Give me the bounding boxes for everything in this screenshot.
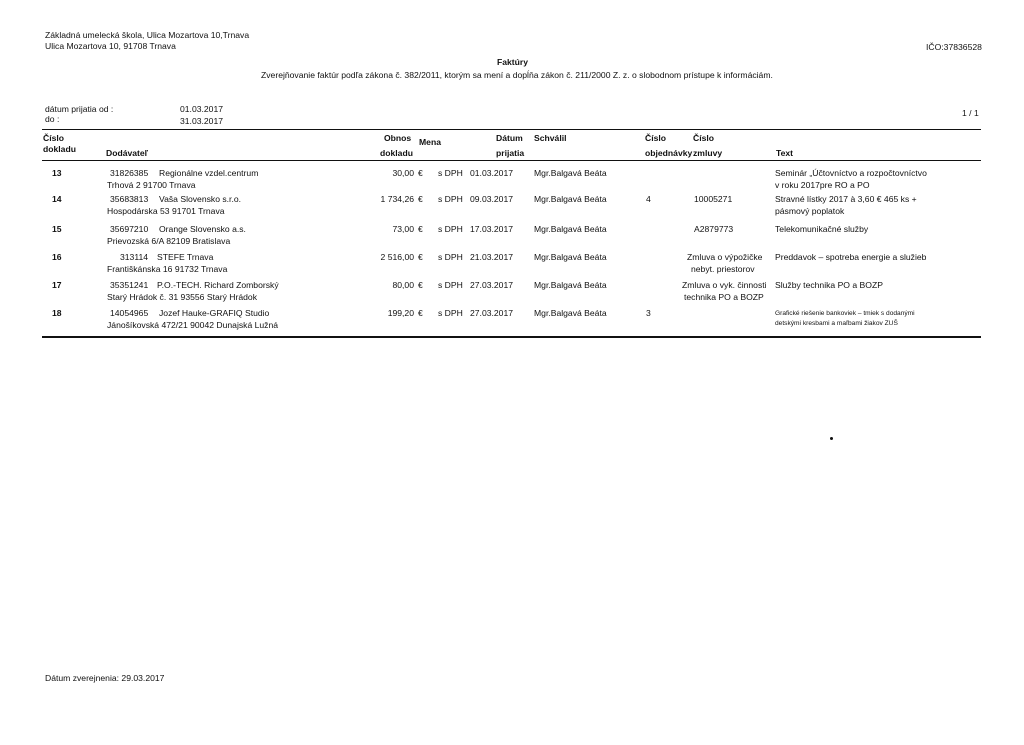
column-header-cislo-sub: dokladu [43, 144, 76, 154]
received-date: 21.03.2017 [470, 252, 514, 262]
invoice-text-line2: detskými kresbami a maľbami žiakov ZUŠ [775, 320, 898, 327]
received-date: 01.03.2017 [470, 168, 514, 178]
scan-speck [830, 437, 833, 440]
received-date: 27.03.2017 [470, 308, 514, 318]
column-header-datum: Dátum [496, 133, 523, 143]
supplier-name: Jozef Hauke-GRAFIQ Studio [159, 308, 270, 318]
invoice-text: Preddavok – spotreba energie a služieb [775, 252, 927, 262]
supplier-ico: 35351241 [110, 280, 149, 290]
currency: € [418, 224, 423, 234]
invoice-text-line2: v roku 2017pre RO a PO [775, 180, 870, 190]
currency: € [418, 308, 423, 318]
order-number: 4 [646, 194, 651, 204]
supplier-name: Regionálne vzdel.centrum [159, 168, 259, 178]
supplier-address: Jánošíkovská 472/21 90042 Dunajská Lužná [107, 320, 279, 330]
supplier-ico: 35683813 [110, 194, 149, 204]
contract-number-line2: nebyt. priestorov [691, 264, 755, 274]
date-to-value: 31.03.2017 [180, 116, 224, 126]
supplier-name: STEFE Trnava [157, 252, 214, 262]
page-number: 1 / 1 [962, 108, 979, 118]
supplier-name: Vaša Slovensko s.r.o. [159, 194, 242, 204]
invoice-text: Služby technika PO a BOZP [775, 280, 883, 290]
currency: € [418, 252, 423, 262]
column-header-objednavka: Číslo [645, 133, 667, 143]
invoice-text: Grafické riešenie bankoviek – tmiek s dodanými [775, 310, 915, 317]
approved-by: Mgr.Balgavá Beáta [534, 224, 607, 234]
column-header-dodavatel: Dodávateľ [106, 148, 148, 158]
invoice-amount: 80,00 [392, 280, 414, 290]
date-from-label: dátum prijatia od : [45, 104, 114, 114]
contract-number-line2: technika PO a BOZP [684, 292, 764, 302]
vat-flag: s DPH [438, 194, 463, 204]
supplier-address: Františkánska 16 91732 Trnava [107, 264, 228, 274]
document-title: Faktúry [497, 57, 529, 67]
invoice-number: 14 [52, 194, 62, 204]
supplier-address: Starý Hrádok č. 31 93556 Starý Hrádok [107, 292, 257, 302]
approved-by: Mgr.Balgavá Beáta [534, 168, 607, 178]
date-to-label: do : [45, 114, 60, 124]
header-bottom-rule [42, 160, 981, 161]
invoice-amount: 30,00 [392, 168, 414, 178]
date-from-value: 01.03.2017 [180, 104, 224, 114]
invoice-amount: 2 516,00 [380, 252, 414, 262]
invoice-text: Stravné lístky 2017 à 3,60 € 465 ks + [775, 194, 917, 204]
supplier-ico: 14054965 [110, 308, 149, 318]
contract-number: 10005271 [694, 194, 733, 204]
table-row [0, 194, 1024, 224]
organization-address: Ulica Mozartova 10, 91708 Trnava [45, 41, 176, 51]
received-date: 17.03.2017 [470, 224, 514, 234]
column-header-zmluva-sub: zmluvy [693, 148, 723, 158]
invoice-number: 16 [52, 252, 62, 262]
column-header-objednavka-sub: objednávky [645, 148, 693, 158]
approved-by: Mgr.Balgavá Beáta [534, 252, 607, 262]
received-date: 27.03.2017 [470, 280, 514, 290]
currency: € [418, 168, 423, 178]
order-number: 3 [646, 308, 651, 318]
supplier-ico: 313114 [120, 252, 149, 262]
supplier-name: P.O.-TECH. Richard Zomborský [157, 280, 279, 290]
column-header-schvalil: Schválil [534, 133, 567, 143]
publication-date: Dátum zverejnenia: 29.03.2017 [45, 673, 165, 683]
supplier-name: Orange Slovensko a.s. [159, 224, 246, 234]
column-header-text: Text [776, 148, 794, 158]
vat-flag: s DPH [438, 224, 463, 234]
column-header-cislo: Číslo [43, 133, 65, 143]
contract-number: Zmluva o vyk. činnosti [682, 280, 767, 290]
table-bottom-rule [42, 336, 981, 338]
vat-flag: s DPH [438, 168, 463, 178]
column-header-datum-sub: prijatia [496, 148, 525, 158]
table-row [0, 280, 1024, 310]
supplier-address: Prievozská 6/A 82109 Bratislava [107, 236, 231, 246]
column-header-obnos-sub: dokladu [380, 148, 413, 158]
table-row [0, 252, 1024, 282]
supplier-address: Trhová 2 91700 Trnava [107, 180, 196, 190]
column-header-mena: Mena [419, 137, 441, 147]
table-row [0, 308, 1024, 338]
contract-number: A2879773 [694, 224, 734, 234]
supplier-address: Hospodárska 53 91701 Trnava [107, 206, 225, 216]
invoice-amount: 1 734,26 [380, 194, 414, 204]
approved-by: Mgr.Balgavá Beáta [534, 280, 607, 290]
ico-number: IČO:37836528 [926, 42, 982, 52]
vat-flag: s DPH [438, 308, 463, 318]
approved-by: Mgr.Balgavá Beáta [534, 308, 607, 318]
vat-flag: s DPH [438, 252, 463, 262]
supplier-ico: 35697210 [110, 224, 149, 234]
approved-by: Mgr.Balgavá Beáta [534, 194, 607, 204]
invoice-number: 15 [52, 224, 62, 234]
invoice-number: 18 [52, 308, 62, 318]
invoice-amount: 73,00 [392, 224, 414, 234]
vat-flag: s DPH [438, 280, 463, 290]
currency: € [418, 194, 423, 204]
table-row [0, 224, 1024, 254]
invoice-number: 17 [52, 280, 62, 290]
currency: € [418, 280, 423, 290]
organization-name: Základná umelecká škola, Ulica Mozartova 10,Trnava [45, 30, 250, 40]
invoice-text-line2: pásmový poplatok [775, 206, 845, 216]
invoice-number: 13 [52, 168, 62, 178]
column-header-obnos: Obnos [384, 133, 412, 143]
invoice-text: Seminár „Účtovníctvo a rozpočtovníctvo [775, 168, 927, 178]
invoice-amount: 199,20 [387, 308, 414, 318]
document-subtitle: Zverejňovanie faktúr podľa zákona č. 382/2011, ktorým sa mení a dopĺňa zákon č. 211/2000 Z. z. o slobodnom prístupe k informáciám. [261, 70, 773, 80]
table-top-rule [42, 129, 981, 130]
received-date: 09.03.2017 [470, 194, 514, 204]
column-header-zmluva: Číslo [693, 133, 715, 143]
contract-number: Zmluva o výpožičke [687, 252, 763, 262]
supplier-ico: 31826385 [110, 168, 149, 178]
invoice-text: Telekomunikačné služby [775, 224, 869, 234]
